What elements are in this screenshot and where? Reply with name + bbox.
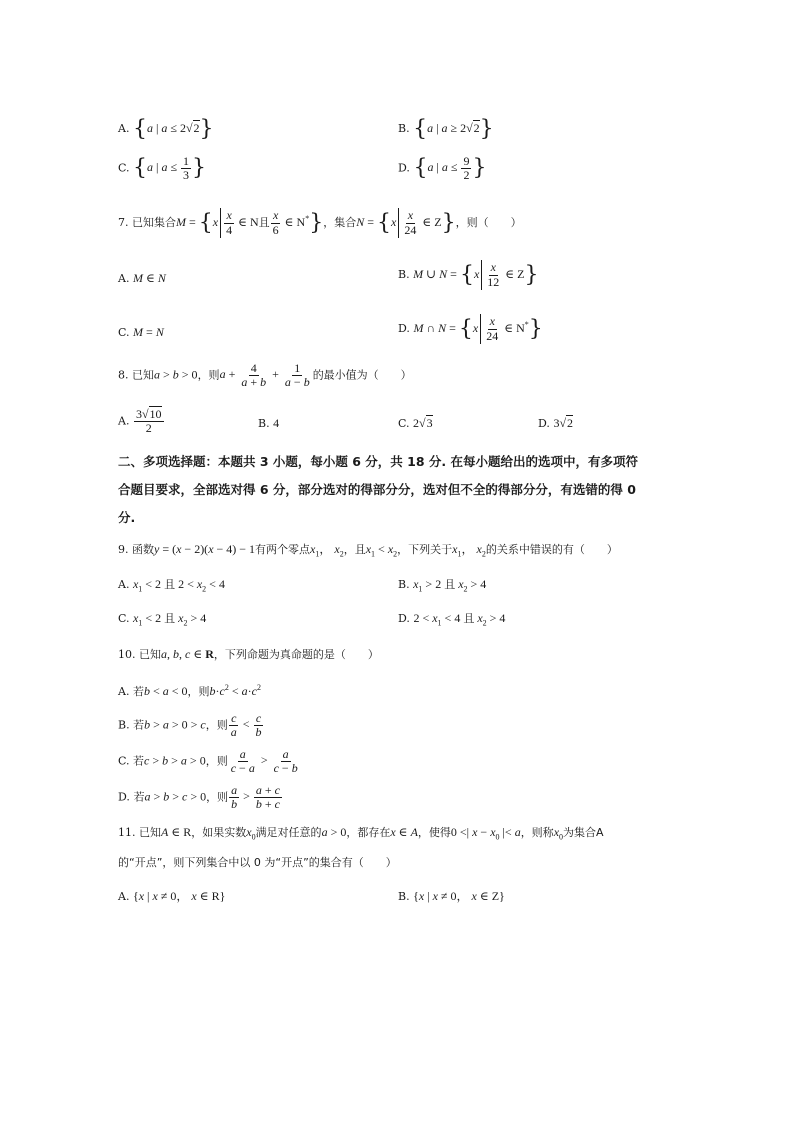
q7-option-a-expression: M ∈ N: [132, 271, 166, 285]
q10-option-d[interactable]: D. 若a > b > c > 0，则 $\frac{a}{b}$ > $\frac{a + c}{b + c}$: [118, 784, 283, 811]
q7-option-c-expression: M = N: [133, 325, 164, 339]
q8-option-a-expression: $\frac{3√10}{2}$: [135, 407, 162, 436]
q10-option-d-conclusion: $\frac{a}{b}$ > $\frac{a + c}{b + c}$: [231, 783, 280, 812]
q11-stem-line2: 的“开点”，则下列集合中以 0 为“开点”的集合有（ ）: [118, 856, 397, 869]
q11-stem-line1: 11. 已知A ∈ R，如果实数$x_0$满足对任意的a > 0，都存在x ∈ A，使得0 <| $x - x_0$ |< a，则称$x_0$为集合A: [118, 825, 604, 842]
q7-option-d[interactable]: D. M ∩ N = {x $\frac{x}{24}$ ∈ N*}: [398, 314, 543, 343]
q6-option-c[interactable]: C. {a | a ≤ $\frac{1}{3}$ }: [118, 154, 207, 183]
q9-option-c-expression: $x_1 < 2$ 且 $x_2 > 4$: [133, 611, 207, 628]
q11-set-a: A ∈ R: [161, 825, 192, 839]
q9-option-a[interactable]: A. $x_1 < 2$ 且 $2 < x_2 < 4$: [118, 577, 225, 594]
q8-option-b[interactable]: B. 4: [258, 416, 280, 430]
q10-option-c-expression: c > b > a > 0: [144, 753, 206, 768]
q11-a-positive: a > 0: [321, 825, 347, 839]
q9-option-c[interactable]: C. $x_1 < 2$ 且 $x_2 > 4$: [118, 611, 207, 628]
q8-condition: a > b > 0: [154, 367, 198, 382]
q10-option-b[interactable]: B. 若b > a > 0 > c，则 $\frac{c}{a}$ < $\frac{c}{b}$: [118, 712, 265, 739]
q6-option-c-expression: {a | a ≤ $\frac{1}{3}$ }: [133, 154, 207, 183]
q11-inequality: 0 <| $x - x_0$ |< a: [450, 825, 521, 842]
q7-option-c[interactable]: C. M = N: [118, 325, 164, 339]
q6-option-a[interactable]: A. {a | a ≤ 2√2}: [118, 116, 214, 141]
q10-option-b-conclusion: $\frac{c}{a}$ < $\frac{c}{b}$: [230, 711, 262, 740]
section2-line1: 二、多项选择题：本题共 3 小题，每小题 6 分，共 18 分. 在每小题给出的选项中，有多项符: [118, 454, 639, 469]
q10-option-d-expression: a > b > c > 0: [144, 789, 207, 804]
q8-option-c[interactable]: C. 2√3: [398, 416, 433, 430]
q11-option-a[interactable]: A. {x | x ≠ 0， x ∈ R}: [118, 889, 226, 903]
q7-set-m: M = {x $\frac{x}{4}$ ∈ N: [176, 208, 259, 237]
q8-stem: 8. 已知a > b > 0，则a + $\frac{4}{a + b}$ + $\frac{1}{a - b}$ 的最小值为（ ）: [118, 361, 412, 390]
q9-option-b[interactable]: B. $x_1 > 2$ 且 $x_2 > 4$: [398, 577, 487, 594]
q10-option-c[interactable]: C. 若c > b > a > 0，则 $\frac{a}{c - a}$ > $\frac{a}{c - b}$: [118, 748, 301, 775]
q8-option-c-expression: 2√3: [413, 416, 433, 430]
q6-option-d[interactable]: D. {a | a ≤ $\frac{9}{2}$ }: [398, 154, 487, 183]
q7-set-m-part2: $\frac{x}{6}$ ∈ N*}: [272, 208, 324, 237]
q9-option-d-expression: $2 < x_1 < 4$ 且 $x_2 > 4$: [413, 611, 506, 628]
q8-expression: a + $\frac{4}{a + b}$ + $\frac{1}{a - b}$: [219, 361, 310, 390]
q9-stem: 9. 函数y = (x − 2)(x − 4) − 1有两个零点$x_1$， $x_2$，且$x_1 < x_2$，下列关于$x_1$， $x_2$的关系中错误的有（ ）: [118, 542, 618, 559]
q7-option-a[interactable]: A. M ∈ N: [118, 271, 166, 285]
q10-stem: 10. 已知a, b, c ∈ R，下列命题为真命题的是（ ）: [118, 647, 379, 661]
q7-option-b-expression: M ∪ N = {x $\frac{x}{12}$ ∈ Z}: [413, 260, 539, 289]
q8-option-d-expression: 3√2: [553, 416, 574, 430]
q6-option-b[interactable]: B. {a | a ≥ 2√2}: [398, 116, 494, 141]
q7-stem: 7. 已知集合M = {x $\frac{x}{4}$ ∈ N且 $\frac{x}{6}$ ∈ N*}，集合N = {x $\frac{x}{24}$ ∈ Z}，则（ ）: [118, 208, 522, 237]
q10-option-a[interactable]: A. 若b < a < 0，则$b\cdot c^2 < a\cdot c^2$: [118, 683, 261, 698]
q9-vars: $x_1$， $x_2$: [452, 542, 486, 559]
q6-option-b-expression: {a | a ≥ 2√2}: [413, 116, 494, 141]
q10-vars: a, b, c ∈ R: [161, 647, 214, 661]
q7-set-n: N = {x $\frac{x}{24}$ ∈ Z}: [356, 208, 456, 237]
q11-x-in-a: x ∈ A: [390, 825, 418, 839]
q6-option-d-expression: {a | a ≤ $\frac{9}{2}$ }: [413, 154, 487, 183]
q7-option-d-expression: M ∩ N = {x $\frac{x}{24}$ ∈ N*}: [413, 314, 543, 343]
q8-option-a[interactable]: A. $\frac{3√10}{2}$: [118, 408, 165, 435]
q10-option-a-conclusion: $b\cdot c^2 < a\cdot c^2$: [209, 683, 261, 698]
q7-option-b[interactable]: B. M ∪ N = {x $\frac{x}{12}$ ∈ Z}: [398, 260, 539, 289]
q11-x0: $x_0$: [246, 825, 256, 842]
q10-option-c-conclusion: $\frac{a}{c - a}$ > $\frac{a}{c - b}$: [230, 747, 298, 776]
q11-x0-again: $x_0$: [553, 825, 564, 842]
q9-option-a-expression: $x_1 < 2$ 且 $2 < x_2 < 4$: [132, 577, 225, 594]
q9-function: y = (x − 2)(x − 4) − 1: [154, 542, 256, 556]
q9-option-b-expression: $x_1 > 2$ 且 $x_2 > 4$: [413, 577, 487, 594]
q8-option-d[interactable]: D. 3√2: [538, 416, 574, 430]
q10-option-a-expression: b < a < 0: [143, 684, 188, 698]
q10-option-b-expression: b > a > 0 > c: [144, 717, 206, 732]
q6-option-a-expression: {a | a ≤ 2√2}: [132, 116, 214, 141]
section2-line2: 合题目要求，全部选对得 6 分，部分选对的得部分分，选对但不全的得部分分，有选错的得 0: [118, 482, 636, 497]
q11-option-b[interactable]: B. {x | x ≠ 0， x ∈ Z}: [398, 889, 505, 903]
section2-line3: 分.: [118, 510, 136, 525]
q9-zeros: $x_1$， $x_2$: [310, 542, 344, 559]
q9-option-d[interactable]: D. $2 < x_1 < 4$ 且 $x_2 > 4$: [398, 611, 506, 628]
q11-option-a-expression: {x | x ≠ 0， x ∈ R}: [132, 889, 226, 903]
q11-option-b-expression: {x | x ≠ 0， x ∈ Z}: [413, 889, 505, 903]
q9-order: $x_1 < x_2$: [365, 542, 398, 559]
